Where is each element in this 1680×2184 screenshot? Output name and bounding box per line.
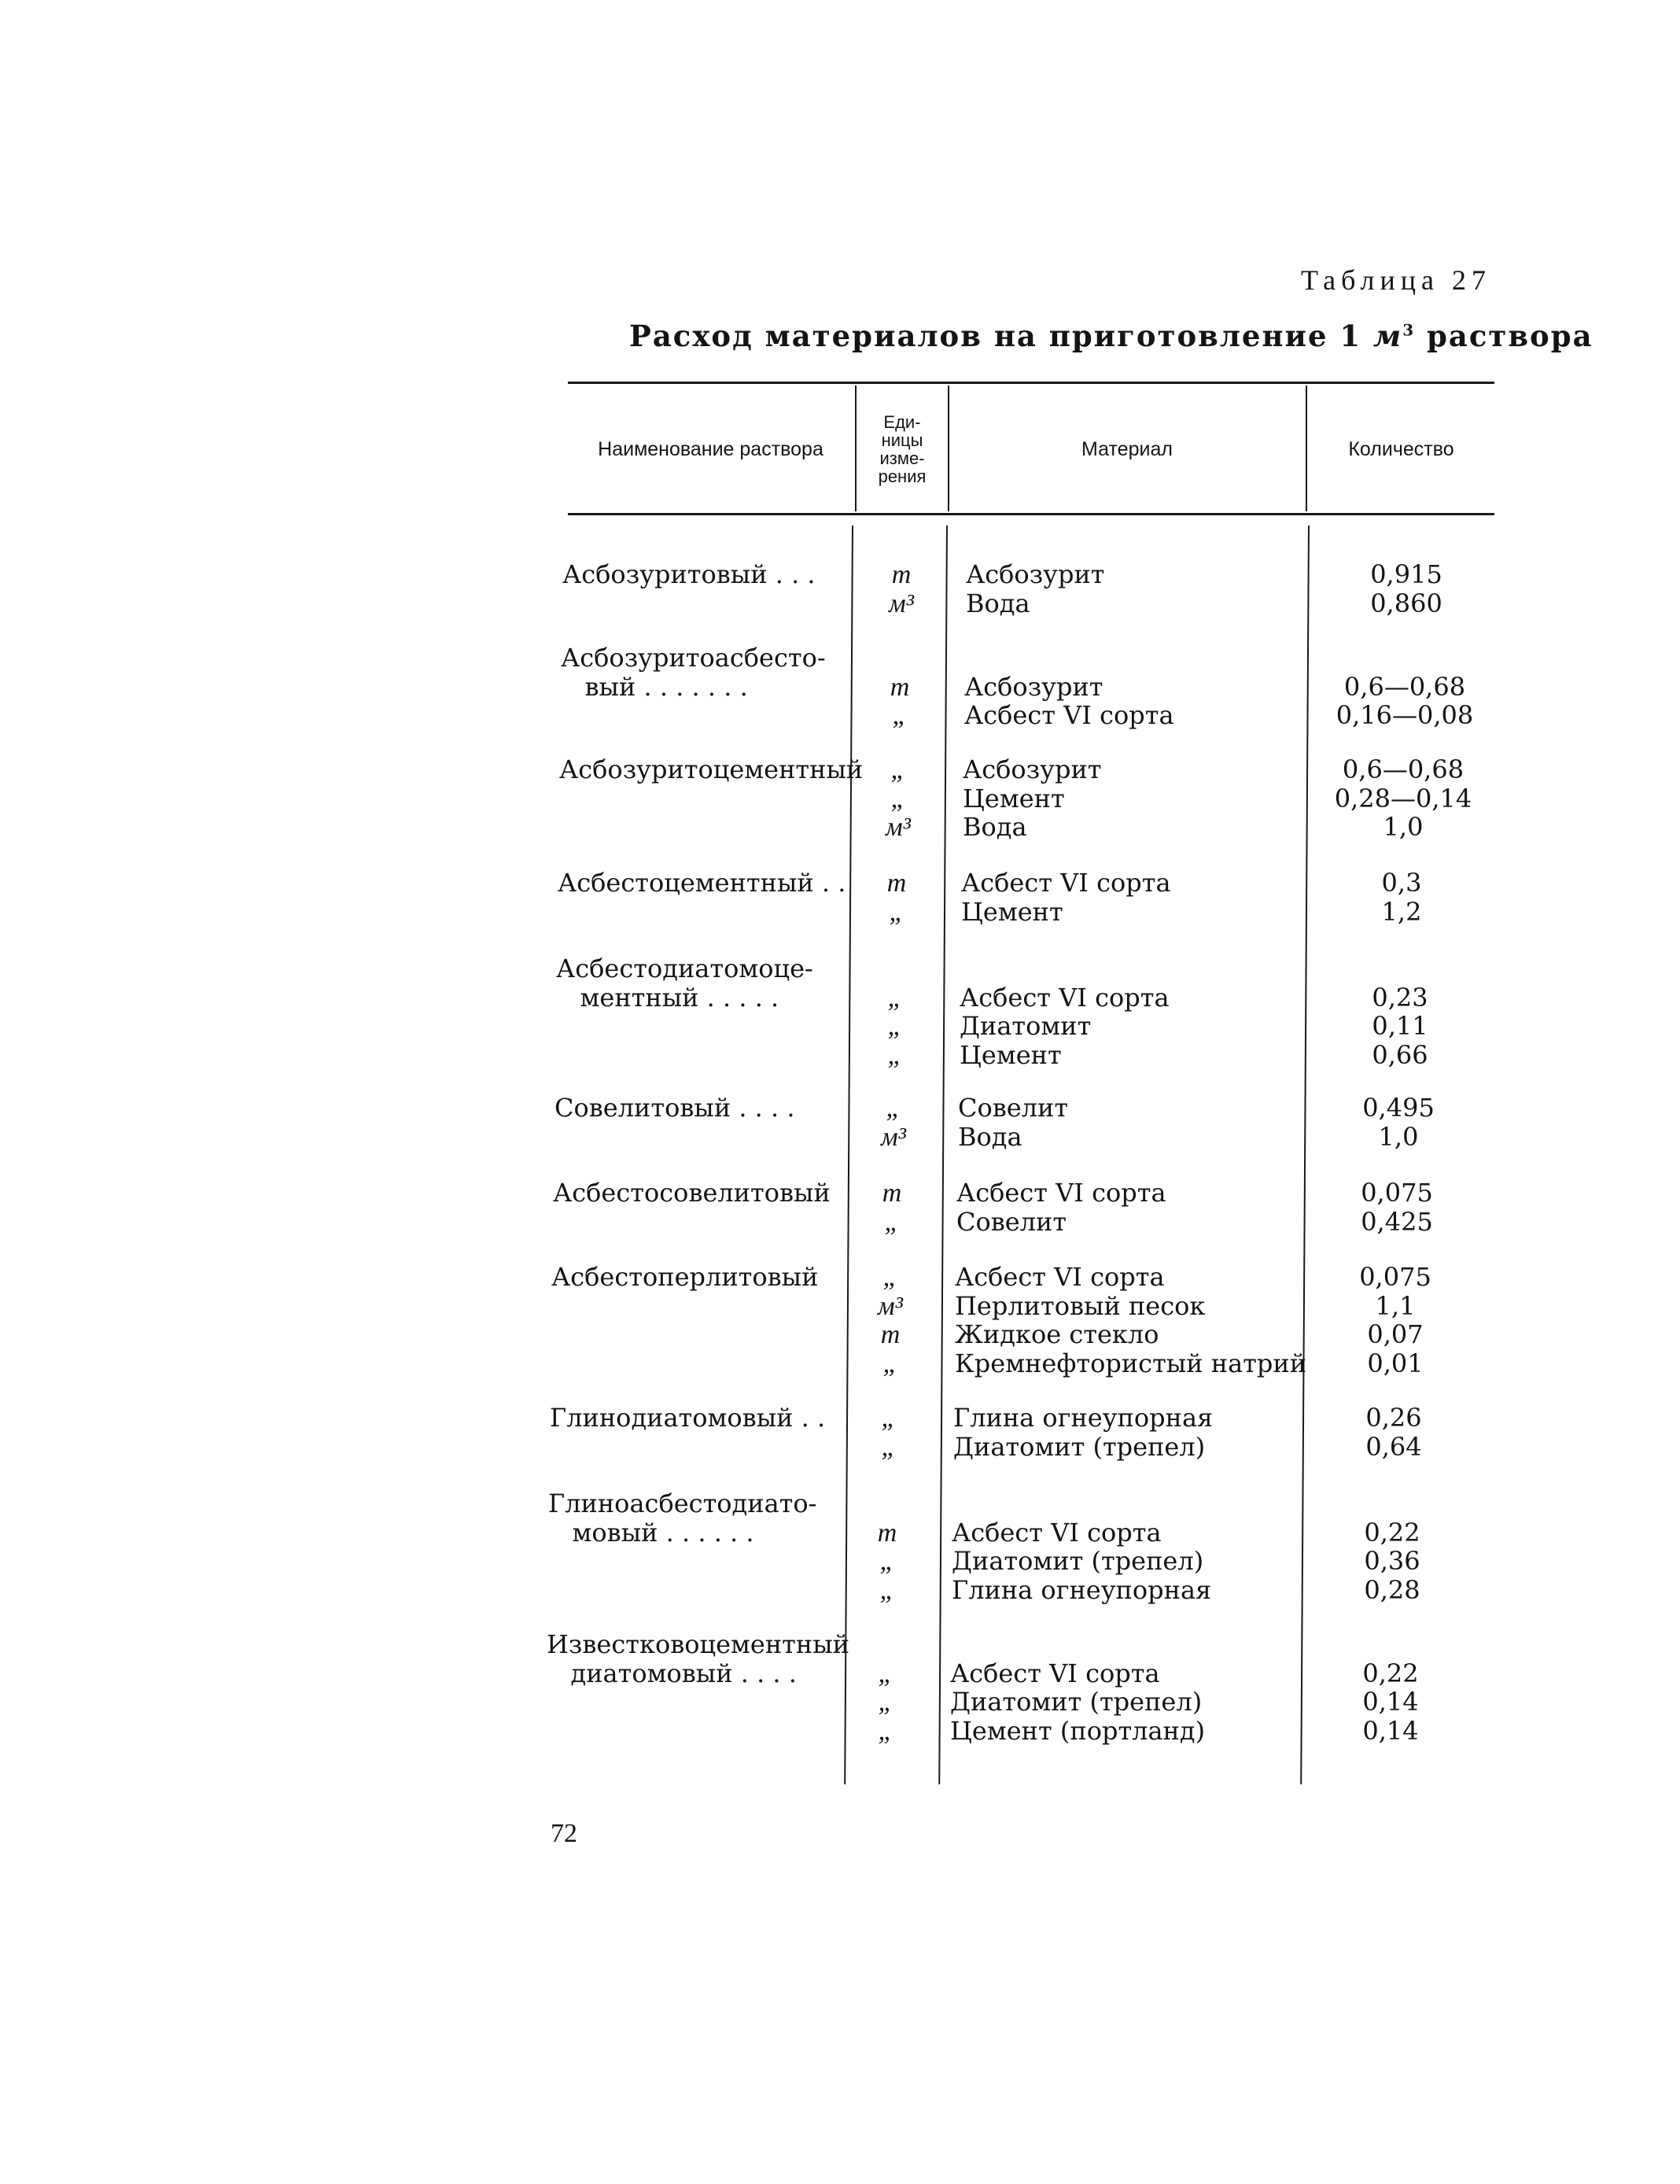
col-divider-2: [948, 386, 949, 511]
row-quantity: 0,16—0,08: [1336, 700, 1474, 730]
row-quantity: 0,075: [1361, 1178, 1433, 1208]
row-quantity: 0,075: [1359, 1262, 1431, 1292]
row-quantity: 0,6—0,68: [1343, 671, 1466, 702]
row-quantity: 1,2: [1381, 896, 1422, 927]
row-material: Асбест VI сорта: [960, 982, 1170, 1013]
row-unit: м³: [886, 813, 911, 842]
row-material: Вода: [958, 1121, 1022, 1152]
table-title: [629, 319, 1593, 353]
row-name: Асбестоцементный . .: [558, 868, 846, 898]
row-quantity: 0,495: [1362, 1093, 1435, 1123]
row-unit: „: [890, 784, 906, 813]
col-divider-3: [1306, 386, 1307, 511]
row-unit: „: [878, 1658, 893, 1688]
row-quantity: 0,23: [1372, 982, 1428, 1013]
header-name: Наименование раствора: [598, 437, 823, 460]
row-quantity: 0,3: [1381, 868, 1422, 898]
row-unit: т: [880, 1320, 901, 1349]
row-unit: м³: [878, 1291, 903, 1321]
row-material: Цемент: [960, 1039, 1062, 1070]
title-prefix: Расход материалов на приготовление 1: [629, 319, 1374, 353]
page-number: 72: [551, 1819, 577, 1848]
row-unit: „: [878, 1716, 893, 1746]
row-name: Асбозуритоасбесто- вый . . . . . . .: [561, 643, 826, 702]
row-quantity: 0,28—0,14: [1334, 783, 1472, 813]
row-name: Совелитовый . . . .: [554, 1093, 795, 1123]
row-material: Асбест VI сорта: [956, 1178, 1166, 1208]
row-unit: „: [879, 1575, 895, 1605]
row-name: Асбестосовелитовый: [553, 1178, 831, 1208]
row-quantity: 0,01: [1367, 1348, 1424, 1378]
row-quantity: 0,860: [1370, 588, 1442, 618]
row-material: Цемент: [961, 896, 1063, 927]
row-material: Совелит: [958, 1093, 1069, 1123]
row-material: Кремнефтористый натрий: [955, 1348, 1307, 1378]
row-unit: „: [881, 1404, 897, 1433]
header-units: Еди- ницы изме- рения: [878, 411, 927, 487]
row-material: Глина огнеупорная: [953, 1403, 1214, 1433]
row-material: Асбозурит: [966, 559, 1105, 589]
row-name: Асбозуритоцементный: [559, 754, 864, 784]
row-quantity: 0,64: [1365, 1431, 1422, 1462]
row-unit: „: [892, 701, 908, 730]
top-rule: [568, 382, 1494, 384]
row-unit: „: [882, 1348, 898, 1378]
title-suffix: раствора: [1415, 319, 1593, 353]
row-material: Вода: [963, 812, 1027, 842]
row-unit: м³: [889, 588, 914, 618]
row-material: Асбест VI сорта: [961, 868, 1171, 898]
title-unit-sup: 3: [1402, 320, 1416, 340]
row-quantity: 0,28: [1364, 1574, 1420, 1605]
row-material: Асбест VI сорта: [955, 1262, 1165, 1292]
row-unit: „: [878, 1688, 893, 1717]
table-number: Таблица 27: [1301, 264, 1491, 296]
row-unit: „: [889, 897, 904, 927]
row-material: Перлитовый песок: [955, 1290, 1206, 1321]
row-material: Диатомит (трепел): [953, 1431, 1206, 1462]
row-material: Асбест VI сорта: [964, 700, 1174, 730]
row-quantity: 0,07: [1367, 1319, 1424, 1349]
row-unit: „: [882, 1263, 898, 1292]
row-material: Глина огнеупорная: [952, 1574, 1212, 1605]
row-quantity: 1,1: [1375, 1290, 1416, 1321]
row-unit: „: [879, 1547, 895, 1576]
row-unit: „: [887, 1040, 903, 1070]
row-material: Вода: [966, 588, 1030, 618]
row-unit: т: [891, 560, 912, 589]
row-unit: „: [884, 1207, 900, 1237]
row-name: Асбозуритовый . . .: [562, 559, 816, 589]
row-name: Асбестодиатомоце- ментный . . . . .: [556, 954, 813, 1013]
row-unit: „: [887, 983, 903, 1013]
row-quantity: 0,14: [1362, 1687, 1419, 1717]
row-quantity: 0,26: [1365, 1403, 1422, 1433]
row-material: Асбест VI сорта: [952, 1517, 1162, 1548]
row-material: Цемент (портланд): [950, 1715, 1206, 1746]
row-material: Асбозурит: [963, 754, 1102, 784]
row-quantity: 0,6—0,68: [1342, 754, 1464, 784]
header-quantity: Количество: [1348, 437, 1454, 460]
row-name: Глиноасбестодиато- мовый . . . . . .: [548, 1489, 817, 1548]
row-quantity: 1,0: [1383, 812, 1424, 842]
row-quantity: 0,22: [1362, 1658, 1419, 1688]
row-name: Асбестоперлитовый: [551, 1262, 819, 1292]
row-unit: т: [882, 1179, 902, 1208]
row-material: Диатомит (трепел): [950, 1687, 1203, 1717]
row-material: Совелит: [956, 1206, 1067, 1237]
row-unit: „: [887, 1012, 903, 1041]
row-unit: т: [886, 869, 907, 898]
row-quantity: 0,22: [1364, 1517, 1420, 1548]
header-rule: [568, 513, 1494, 515]
row-material: Асбест VI сорта: [950, 1658, 1160, 1688]
row-quantity: 1,0: [1378, 1121, 1419, 1152]
row-quantity: 0,425: [1361, 1206, 1433, 1237]
row-unit: т: [890, 672, 910, 702]
row-quantity: 0,66: [1372, 1039, 1428, 1070]
row-material: Жидкое стекло: [955, 1319, 1159, 1349]
row-unit: „: [890, 755, 906, 784]
row-name: Глинодиатомовый . .: [550, 1403, 826, 1433]
row-quantity: 0,14: [1362, 1715, 1419, 1746]
row-quantity: 0,36: [1364, 1546, 1420, 1576]
row-material: Диатомит (трепел): [952, 1546, 1204, 1576]
row-material: Цемент: [963, 783, 1065, 813]
header-material: Материал: [1081, 437, 1173, 460]
row-quantity: 0,915: [1370, 559, 1442, 589]
row-material: Асбозурит: [964, 671, 1103, 702]
row-unit: м³: [881, 1122, 906, 1152]
title-unit: м: [1373, 319, 1403, 353]
row-name: Известковоцементный диатомовый . . . .: [547, 1629, 849, 1688]
row-unit: „: [881, 1432, 897, 1462]
row-material: Диатомит: [960, 1011, 1092, 1041]
col-divider-1: [855, 386, 857, 511]
row-quantity: 0,11: [1372, 1011, 1428, 1041]
row-unit: „: [886, 1094, 901, 1123]
row-unit: т: [877, 1518, 897, 1548]
